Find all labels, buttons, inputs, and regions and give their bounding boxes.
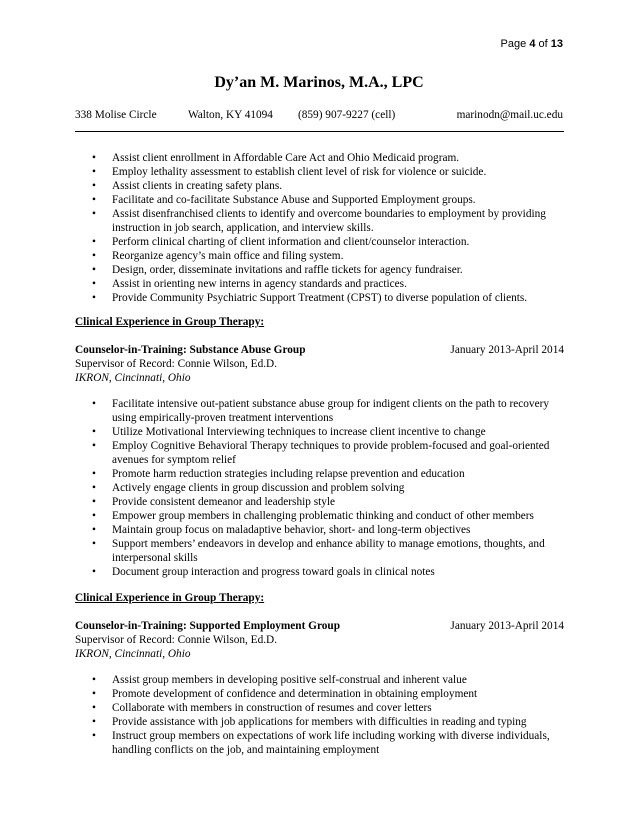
page-of-label: of [538,38,548,50]
bullet-icon: • [92,468,96,480]
section-heading-substance: Clinical Experience in Group Therapy: [75,316,265,328]
supervisor-line: Supervisor of Record: Connie Wilson, Ed.D. [75,358,278,370]
list-item [75,537,564,565]
bullet-icon: • [92,440,96,452]
page-label: Page [500,38,527,50]
list-item [75,687,564,701]
bullet-icon: • [92,496,96,508]
substance-group-list [75,397,564,579]
list-item-text: Assist disenfranchised clients to identify and overcome boundaries to employment by providing instruction in job search, application, and interview skills. [112,208,546,234]
bullet-icon: • [92,482,96,494]
list-item-text: Assist in orienting new interns in agency standards and practices. [112,278,407,290]
list-item [75,523,564,537]
bullet-icon: • [92,566,96,578]
list-item [75,193,564,207]
list-item-text: Empower group members in challenging problematic thinking and conduct of other members [112,510,534,522]
list-item-text: Provide Community Psychiatric Support Treatment (CPST) to diverse population of clients. [112,292,528,304]
list-item [75,495,564,509]
bullet-icon: • [92,674,96,686]
list-item-text: Collaborate with members in construction of resumes and cover letters [112,702,432,714]
duties-list [75,151,564,305]
org-line: IKRON, Cincinnati, Ohio [75,372,191,384]
list-item [75,249,564,263]
org-line: IKRON, Cincinnati, Ohio [75,648,191,660]
list-item [75,179,564,193]
list-item [75,277,564,291]
list-item [75,565,564,579]
list-item-text: Utilize Motivational Interviewing techniques to increase client incentive to change [112,426,486,438]
list-item-text: Support members’ endeavors in develop and enhance ability to manage emotions, thoughts, and interpersonal skills [112,538,545,564]
employment-group-list [75,673,564,757]
job-title-employment [75,619,564,633]
job-title-text: Counselor-in-Training: Supported Employment Group [75,620,340,632]
list-item-text: Reorganize agency’s main office and filing system. [112,250,344,262]
list-item-text: Assist client enrollment in Affordable Care Act and Ohio Medicaid program. [112,152,460,164]
page-number [501,38,563,50]
bullet-icon: • [92,180,96,192]
list-item-text: Promote harm reduction strategies including relapse prevention and education [112,468,465,480]
bullet-icon: • [92,688,96,700]
resume-name: Dy’an M. Marinos, M.A., LPC [214,74,424,91]
bullet-icon: • [92,510,96,522]
contact-city: Walton, KY 41094 [188,109,273,121]
list-item-text: Provide consistent demeanor and leadership style [112,496,336,508]
list-item-text: Facilitate intensive out-patient substance abuse group for indigent clients on the path to recovery using empirically-proven treatment interventions [112,398,549,424]
list-item-text: Employ Cognitive Behavioral Therapy techniques to provide problem-focused and goal-oriented avenues for symptom relief [112,440,550,466]
list-item-text: Provide assistance with job applications for members with difficulties in reading and typing [112,716,527,728]
list-item-text: Assist clients in creating safety plans. [112,180,283,192]
contact-phone: (859) 907-9227 (cell) [298,109,396,121]
list-item-text: Maintain group focus on maladaptive behavior, short- and long-term objectives [112,524,471,536]
list-item [75,439,564,467]
list-item [75,701,564,715]
bullet-icon: • [92,166,96,178]
list-item-text: Actively engage clients in group discussion and problem solving [112,482,405,494]
list-item [75,291,564,305]
list-item [75,397,564,425]
list-item [75,425,564,439]
list-item-text: Instruct group members on expectations of work life including working with diverse individuals, handling conflicts on the job, and maintaining employment [112,730,550,756]
list-item-text: Promote development of confidence and determination in obtaining employment [112,688,478,700]
list-item [75,263,564,277]
list-item-text: Perform clinical charting of client information and client/counselor interaction. [112,236,470,248]
bullet-icon: • [92,236,96,248]
bullet-icon: • [92,716,96,728]
supervisor-line: Supervisor of Record: Connie Wilson, Ed.D. [75,634,278,646]
bullet-icon: • [92,278,96,290]
list-item [75,151,564,165]
list-item [75,509,564,523]
job-title-text: Counselor-in-Training: Substance Abuse Group [75,344,306,356]
list-item [75,165,564,179]
section-heading-employment: Clinical Experience in Group Therapy: [75,592,265,604]
bullet-icon: • [92,538,96,550]
list-item [75,481,564,495]
page-current: 4 [529,38,536,50]
list-item-text: Assist group members in developing positive self-construal and inherent value [112,674,467,686]
list-item-text: Facilitate and co-facilitate Substance Abuse and Supported Employment groups. [112,194,476,206]
job-dates: January 2013-April 2014 [450,344,564,356]
bullet-icon: • [92,398,96,410]
bullet-icon: • [92,524,96,536]
bullet-icon: • [92,292,96,304]
job-dates: January 2013-April 2014 [450,620,564,632]
list-item [75,467,564,481]
job-title-substance [75,343,564,357]
list-item-text: Document group interaction and progress toward goals in clinical notes [112,566,435,578]
list-item [75,729,564,757]
list-item [75,715,564,729]
bullet-icon: • [92,194,96,206]
contact-address: 338 Molise Circle [75,109,157,121]
bullet-icon: • [92,730,96,742]
contact-email: marinodn@mail.uc.edu [456,109,563,121]
header-divider [75,131,564,132]
bullet-icon: • [92,426,96,438]
bullet-icon: • [92,208,96,220]
resume-body [75,151,564,757]
bullet-icon: • [92,264,96,276]
bullet-icon: • [92,702,96,714]
list-item [75,235,564,249]
list-item [75,207,564,235]
bullet-icon: • [92,152,96,164]
list-item-text: Design, order, disseminate invitations and raffle tickets for agency fundraiser. [112,264,463,276]
list-item [75,673,564,687]
bullet-icon: • [92,250,96,262]
page-total: 13 [550,38,563,50]
list-item-text: Employ lethality assessment to establish client level of risk for violence or suicide. [112,166,487,178]
